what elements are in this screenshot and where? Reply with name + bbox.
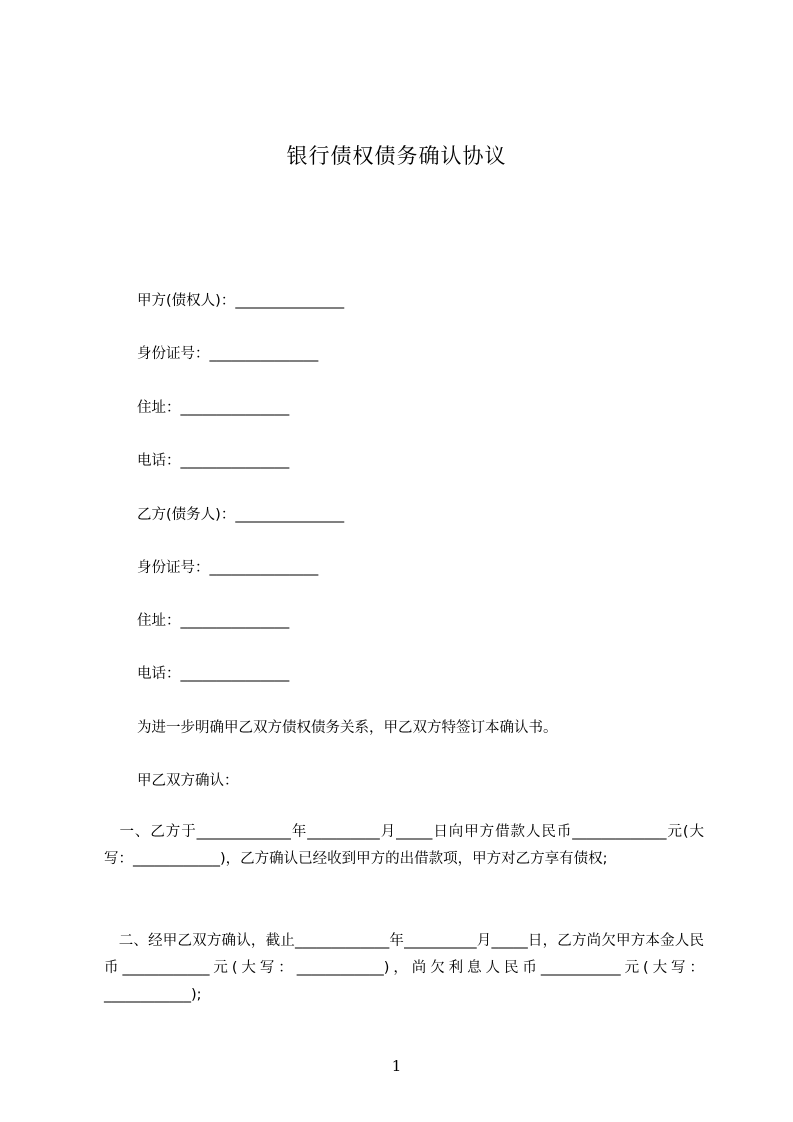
clause-2: 二、经甲乙双方确认，截止_____________年__________月_____日，乙方尚欠甲方本金人民币____________元(大写：____________)，尚欠利息人民币___________元(大写：____________); [104, 933, 704, 1003]
clause-1: 一、乙方于_____________年__________月_____日向甲方借款人民币_____________元(大写：____________)，乙方确认已经收到甲方的出借款项，甲方对乙方享有债权; [104, 824, 704, 867]
party-a-phone-line: 电话：_______________ [137, 453, 290, 469]
confirm-heading: 甲乙双方确认： [137, 773, 239, 789]
document-title: 银行债权债务确认协议 [286, 144, 507, 168]
party-a-name-line: 甲方(债权人)：_______________ [137, 293, 345, 309]
page-number: 1 [391, 1057, 402, 1075]
party-a-id-line: 身份证号：_______________ [137, 346, 319, 362]
party-b-address-line: 住址：_______________ [137, 613, 290, 629]
party-a-address-line: 住址：_______________ [137, 400, 290, 416]
party-b-phone-line: 电话：_______________ [137, 666, 290, 682]
intro-text: 为进一步明确甲乙双方债权债务关系，甲乙双方特签订本确认书。 [137, 720, 558, 736]
party-b-id-line: 身份证号：_______________ [137, 560, 319, 576]
party-b-name-line: 乙方(债务人)：_______________ [137, 507, 345, 523]
